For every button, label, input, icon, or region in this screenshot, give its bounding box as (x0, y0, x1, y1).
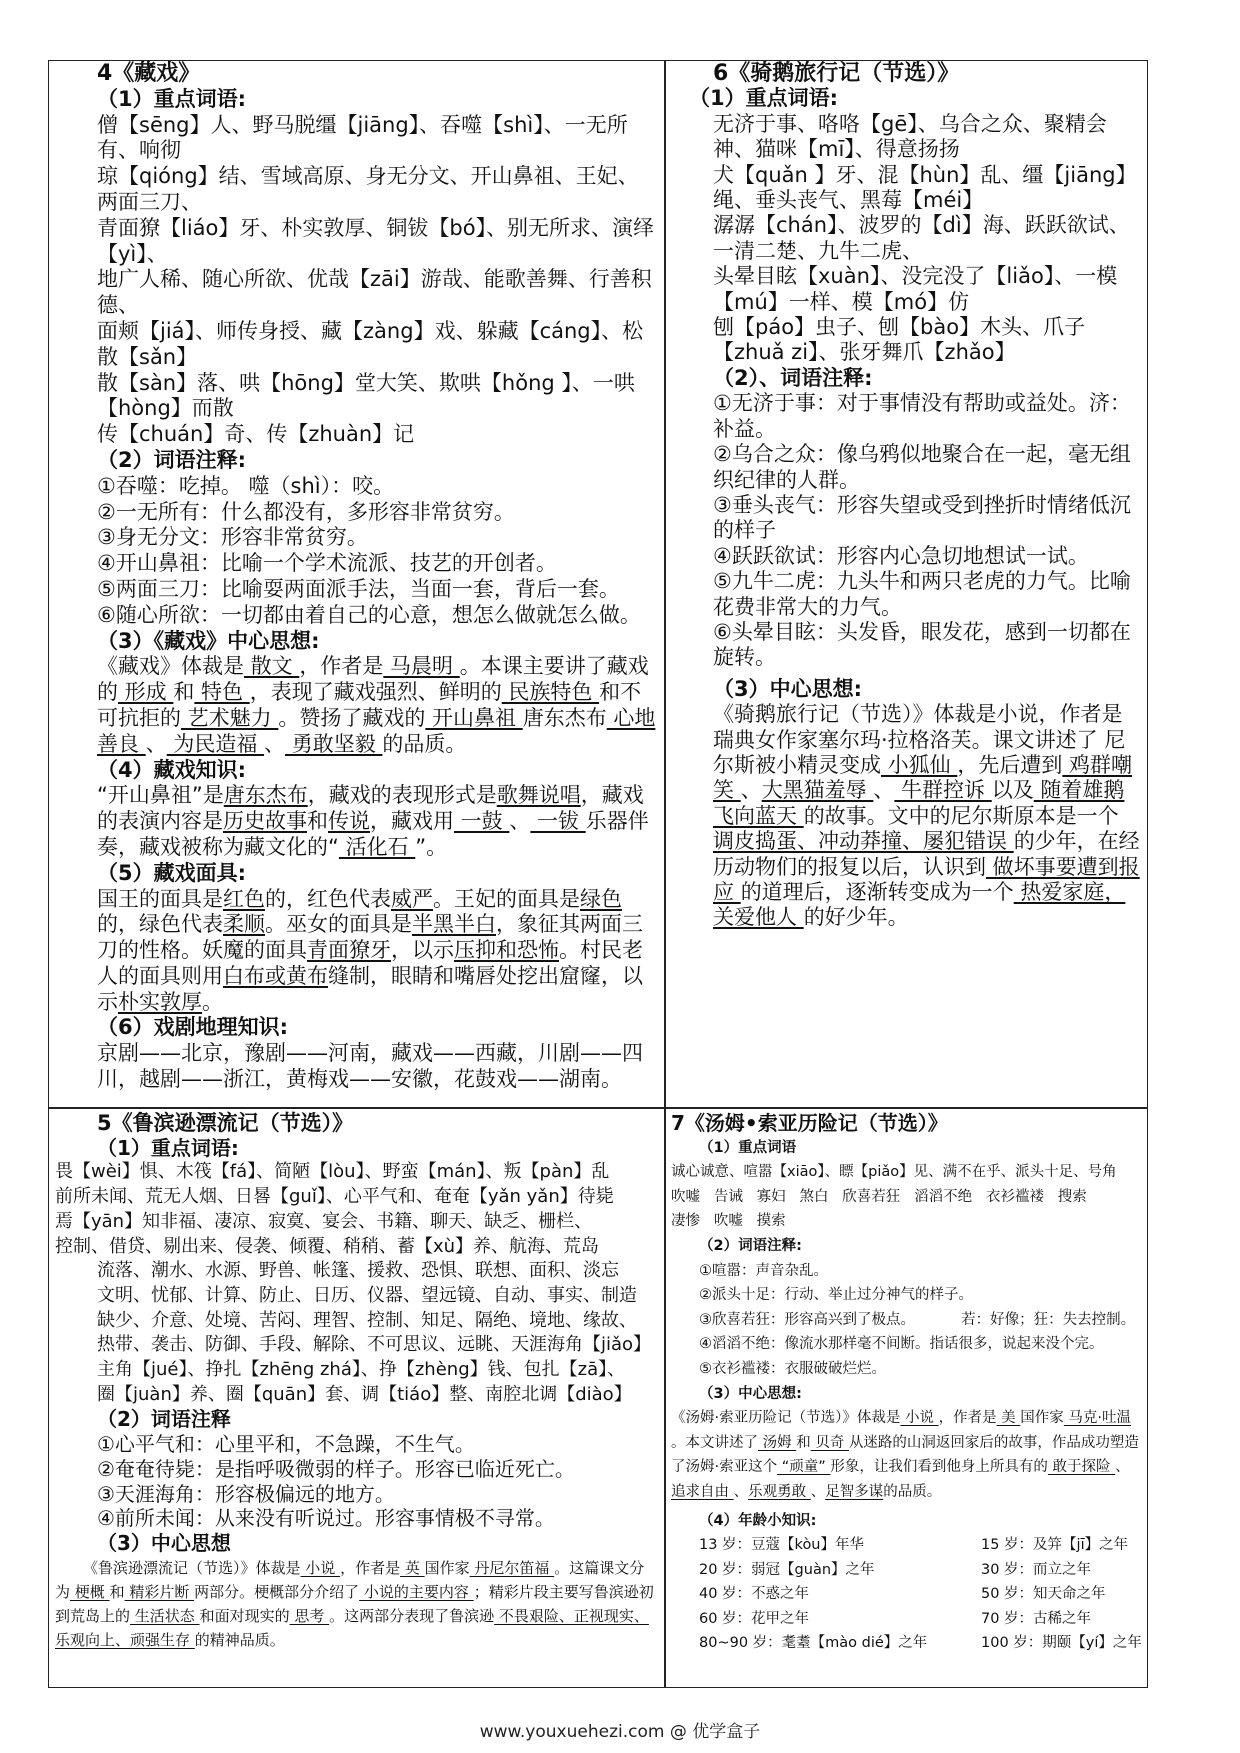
vocab-line: 前所未闻、荒无人烟、日晷【guǐ】、心平气和、奄奄【yǎn yǎn】待毙 (55, 1186, 614, 1208)
heading-age-knowledge: （4）年龄小知识: (699, 1512, 817, 1529)
main-idea-paragraph: 《藏戏》体裁是 散文 ，作者是 马晨明 。本课主要讲了藏戏的 形成 和 特色 ，表现了藏戏强烈、鲜明的 民族特色 和不可抗拒的 艺术魅力 。赞扬了藏戏的 开山鼻祖 唐东杰布 心地善良 、 为民造福 、 勇敢坚毅 的品质。 (97, 654, 656, 756)
geography-paragraph: 京剧——北京，豫剧——河南，藏戏——西藏，川剧——四川，越剧——浙江，黄梅戏——安徽，花鼓戏——湖南。 (97, 1041, 643, 1092)
heading-main-idea: （3）中心思想: (713, 676, 863, 701)
vocab-line: 刨【páo】虫子、刨【bào】木头、爪子【zhuǎ zi】、张牙舞爪【zhǎo】 (713, 315, 1086, 365)
note-line: ②派头十足：行动、举止过分神气的样子。 (699, 1287, 973, 1304)
heading-key-words: （1）重点词语: (97, 1135, 239, 1160)
section-title: 7《汤姆•索亚历险记（节选）》 (671, 1111, 948, 1135)
age-row: 13 岁：豆蔻【kòu】年华 15 岁：及笄【jī】之年 (699, 1537, 1129, 1554)
note-line: ③垂头丧气：形容失望或受到挫折时情绪低沉的样子 (713, 492, 1131, 543)
vocab-line: 文明、忧郁、计算、防止、日历、仪器、望远镜、自动、事实、制造 (97, 1284, 637, 1306)
heading-key-words: （1）重点词语 (699, 1139, 797, 1156)
note-line: ②一无所有：什么都没有，多形容非常贫穷。 (97, 499, 515, 524)
age-row: 60 岁：花甲之年 70 岁：古稀之年 (699, 1610, 1092, 1627)
age-row: 40 岁：不惑之年 50 岁：知天命之年 (699, 1586, 1106, 1603)
vocab-line: 主角【jué】、挣扎【zhēng zhá】、挣【zhèng】钱、包扎【zā】、 (97, 1359, 626, 1381)
vocab-line: 无济于事、咯咯【gē】、乌合之众、聚精会神、猫咪【mī】、得意扬扬 (713, 111, 1107, 162)
vocab-line: 焉【yān】知非福、凄凉、寂寞、宴会、书籍、聊天、缺乏、栅栏、 (55, 1210, 593, 1232)
heading-key-words: （1）重点词语: (97, 86, 247, 111)
heading-opera-geography: （6）戏剧地理知识: (97, 1015, 289, 1040)
vocab-line: 青面獠【liáo】牙、朴实敦厚、铜钹【bó】、别无所求、演绎【yì】、 (97, 215, 655, 266)
heading-masks: （5）藏戏面具: (97, 860, 247, 885)
vocab-line: 缺少、介意、处境、苦闷、理智、控制、知足、隔绝、境地、缘故、 (97, 1309, 637, 1331)
main-idea-paragraph: 《鲁滨逊漂流记（节选）》体裁是 小说 ，作者是 英 国作家 丹尼尔笛福 。这篇课文分为 梗概 和 精彩片断 两部分。梗概部分介绍了 小说的主要内容 ；精彩片段主要写鲁滨逊初到荒岛上的 生活状态 和面对现实的 思考 。这两部分表现了鲁滨逊 不畏艰险、正视现实、乐观向上、顽强生存 的精神品质。 (55, 1558, 654, 1649)
heading-notes: （2）词语注释: (699, 1237, 802, 1254)
note-line: ①无济于事：对于事情没有帮助或益处。济：补益。 (713, 391, 1131, 441)
main-idea-paragraph: 《骑鹅旅行记（节选）》体裁是小说，作者是瑞典女作家塞尔玛·拉格洛芙。课文讲述了 尼尔斯被小精灵变成 小狐仙 ，先后遭到 鸡群嘲笑 、大黑猫羞辱 、 牛群控诉 以及 随着雄鹅飞向蓝天 的故事。文中的尼尔斯原本是一个 调皮捣蛋、冲动莽撞、屡犯错误 的少年，在经历动物们的报复以后，认识到 做坏事要遭到报应 的道理后，逐渐转变成为一个 热爱家庭，关爱他人 的好少年。 (713, 702, 1140, 930)
note-line: ①心平气和：心里平和，不急躁，不生气。 (97, 1432, 475, 1457)
section-title: 5《鲁滨逊漂流记（节选）》 (97, 1111, 354, 1135)
note-line: ⑥随心所欲：一切都由着自己的心意，想怎么做就怎么做。 (97, 602, 641, 627)
vocab-line: 犬【quǎn 】牙、混【hùn】乱、缰【jiāng】绳、垂头丧气、黑莓【méi】 (713, 162, 1137, 213)
page-footer: www.youxuehezi.com @ 优学盒子 (479, 1722, 761, 1742)
vocab-line: 圈【juàn】养、圈【quān】套、调【tiáo】整、南腔北调【diào】 (97, 1383, 632, 1405)
worksheet-grid (48, 60, 1148, 1688)
note-line: ⑤两面三刀：比喻耍两面派手法，当面一套，背后一套。 (97, 576, 620, 601)
note-line: ⑤九牛二虎：九头牛和两只老虎的力气。比喻花费非常大的力气。 (713, 569, 1131, 619)
section-qie-lvxingji (671, 61, 1143, 1105)
section-tangmu-suoya (671, 1111, 1143, 1687)
vocab-line: 面颊【jiá】、师传身授、藏【zàng】戏、躲藏【cáng】、松散【sǎn】 (97, 318, 644, 369)
vocab-line: 控制、借贷、剔出来、侵袭、倾覆、稍稍、蓄【xù】养、航海、荒岛 (55, 1235, 600, 1257)
note-line: ④前所未闻：从来没有听说过。形容事情极不寻常。 (97, 1506, 555, 1531)
age-row: 80~90 岁：耄耋【mào dié】之年 100 岁：期颐【yí】之年 (699, 1635, 1142, 1652)
main-idea-paragraph: 《汤姆·索亚历险记（节选）》体裁是 小说 ，作者是 美 国作家 马克·吐温 。本文讲述了 汤姆 和 贝奇 从迷路的山洞返回家后的故事，作品成功塑造了汤姆·索亚这个 “顽童” 形象，让我们看到他身上所具有的 敢于探险 、 追求自由 、乐观勇敢 、足智多谋的品质。 (671, 1410, 1139, 1500)
vocab-line: 散【sàn】落、哄【hōng】堂大笑、欺哄【hǒng 】、一哄【hòng】而散 (97, 370, 635, 421)
knowledge-paragraph: “开山鼻祖”是唐东杰布，藏戏的表现形式是歌舞说唱，藏戏的表演内容是历史故事和传说，藏戏用 一鼓 、 一钹 乐器伴奏，藏戏被称为藏文化的“ 活化石 ”。 (97, 783, 649, 859)
vocab-line: 诚心诚意、喧嚣【xiāo】、瞟【piǎo】见、满不在乎、派头十足、号角 (671, 1164, 1117, 1181)
note-line: ①吞噬：吃掉。 噬（shì）：咬。 (97, 473, 395, 498)
vocab-line: 畏【wèi】惧、木筏【fá】、简陋【lòu】、野蛮【mán】、叛【pàn】乱 (55, 1161, 610, 1183)
heading-notes: （2）、词语注释: (713, 365, 873, 390)
note-line: ③欣喜若狂：形容高兴到了极点。 若：好像；狂：失去控制。 (699, 1311, 1136, 1328)
heading-zangxi-knowledge: （4）藏戏知识: (97, 757, 247, 782)
note-line: ④开山鼻祖：比喻一个学术流派、技艺的开创者。 (97, 551, 557, 576)
note-line: ②奄奄待毙：是指呼吸微弱的样子。形容已临近死亡。 (97, 1456, 575, 1481)
vocab-line: 流落、潮水、水源、野兽、帐篷、援救、恐惧、联想、面积、淡忘 (97, 1260, 619, 1282)
vocab-line: 琼【qióng】结、雪域高原、身无分文、开山鼻祖、王妃、两面三刀、 (97, 164, 639, 214)
vocab-line: 热带、袭击、防御、手段、解除、不可思议、远眺、天涯海角【jiǎo】 (97, 1334, 652, 1356)
vocab-line: 僧【sēng】人、野马脱缰【jiāng】、吞噬【shì】、一无所有、响彻 (97, 112, 628, 163)
row-divider (49, 1107, 1147, 1109)
vocab-line: 头晕目眩【xuàn】、没完没了【liǎo】、一模【mú】一样、模【mó】仿 (713, 264, 1118, 314)
section-zangxi (55, 61, 659, 1105)
note-line: ③身无分文：形容非常贫穷。 (97, 525, 368, 550)
heading-notes: （2）词语注释: (97, 447, 247, 472)
vocab-line: 地广人稀、随心所欲、优哉【zāi】游哉、能歌善舞、行善积德、 (97, 267, 652, 318)
vocab-line: 传【chuán】奇、传【zhuàn】记 (97, 422, 415, 447)
age-row: 20 岁：弱冠【guàn】之年 30 岁：而立之年 (699, 1561, 1092, 1578)
heading-key-words: （1）重点词语: (689, 86, 839, 111)
section-title: 6《骑鹅旅行记（节选）》 (713, 61, 960, 86)
vocab-line: 潺潺【chán】、波罗的【dì】海、跃跃欲试、一清二楚、九牛二虎、 (713, 213, 1130, 263)
heading-main-idea: （3）中心思想 (97, 1530, 231, 1555)
note-line: ⑤衣衫褴褛：衣服破破烂烂。 (699, 1360, 886, 1377)
vocab-line: 凄惨 吹嘘 摸索 (671, 1213, 786, 1230)
section-lubinxun (55, 1111, 659, 1687)
masks-paragraph: 国王的面具是红色的，红色代表威严。王妃的面具是绿色的，绿色代表柔顺。巫女的面具是半黑半白，象征其两面三刀的性格。妖魔的面具青面獠牙，以示压抑和恐怖。村民老人的面具则用白布或黄布缝制，眼睛和嘴唇处挖出窟窿，以示朴实敦厚。 (97, 886, 643, 1014)
column-divider (664, 61, 666, 1687)
note-line: ④跃跃欲试：形容内心急切地想试一试。 (713, 543, 1089, 568)
heading-main-idea: （3）中心思想: (699, 1385, 802, 1402)
note-line: ⑥头晕目眩：头发昏，眼发花，感到一切都在旋转。 (713, 619, 1131, 670)
vocab-line: 吹嘘 告诫 寡妇 煞白 欣喜若狂 滔滔不绝 衣衫褴褛 搜索 (671, 1188, 1087, 1205)
heading-notes: （2）词语注释 (97, 1407, 231, 1432)
note-line: ②乌合之众：像乌鸦似地聚合在一起，毫无组织纪律的人群。 (713, 442, 1131, 492)
note-line: ④滔滔不绝：像流水那样毫不间断。指话很多，说起来没个完。 (699, 1336, 1104, 1353)
heading-main-idea: （3）《藏戏》中心思想: (97, 628, 320, 653)
section-title: 4《藏戏》 (97, 61, 201, 86)
note-line: ①喧嚣：声音杂乱。 (699, 1262, 828, 1279)
note-line: ③天涯海角：形容极偏远的地方。 (97, 1481, 395, 1506)
